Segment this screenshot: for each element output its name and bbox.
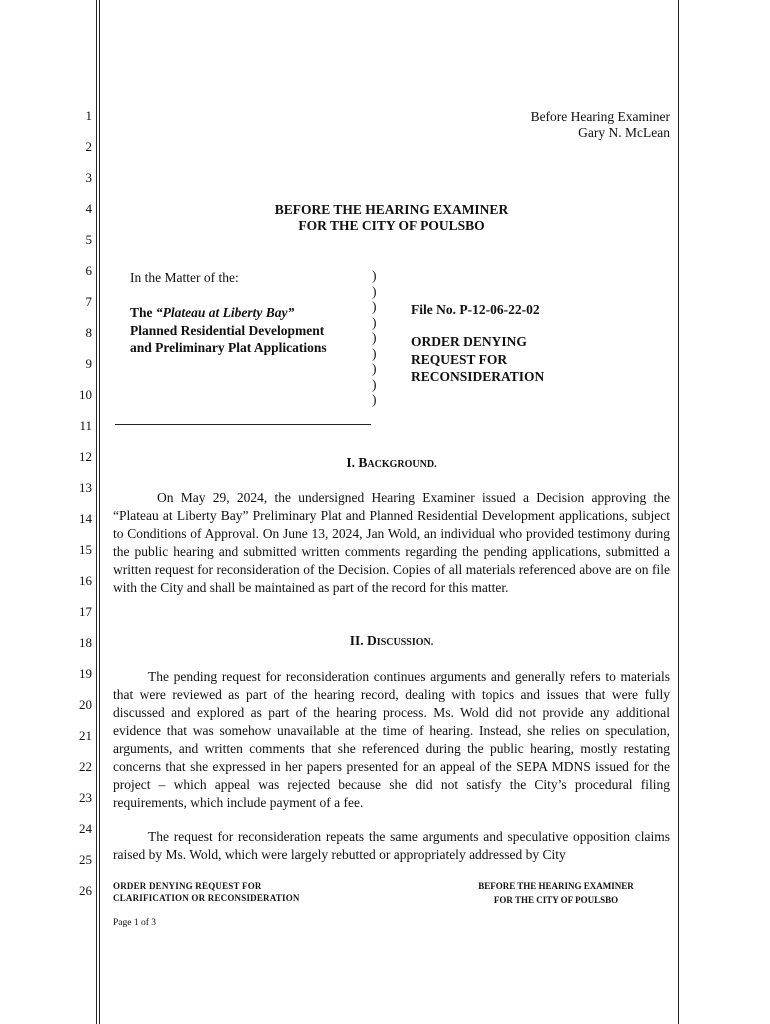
line-number: 21 [79, 728, 92, 743]
line-number: 1 [85, 108, 92, 123]
line-number: 18 [79, 635, 92, 650]
line-number: 8 [85, 325, 92, 340]
discussion-paragraph-1: The pending request for reconsideration continues arguments and generally refers to materials that were reviewed as part of the hearing record, dealing with topics and issues that were fully discussed and explored as part of the hearing process. Ms. Wold did not provide any additional evidence that was somehow unavailable at the time of hearing. Instead, she relies on speculation, arguments, and written comments that she referenced during the public hearing, mostly restating concerns that she expressed in her papers presented for an appeal of the SEPA MDNS issued for the project – which appeal was rejected because she did not satisfy the City’s procedural filing requirements, which include payment of a fee. [113, 669, 670, 810]
line-number: 3 [85, 170, 92, 185]
line-number: 11 [79, 418, 92, 433]
line-number: 5 [85, 232, 92, 247]
line-number: 6 [85, 263, 92, 278]
line-number: 24 [79, 821, 92, 836]
matter-line-3: and Preliminary Plat Applications [130, 340, 327, 355]
matter-line-2: Planned Residential Development [130, 322, 325, 338]
footer-court-line-2: FOR THE CITY OF POULSBO [493, 895, 619, 905]
line-number: 22 [79, 759, 92, 774]
line-number: 7 [85, 294, 92, 309]
section-heading-background [113, 455, 670, 473]
line-number: 14 [79, 511, 92, 526]
line-number: 23 [79, 790, 92, 805]
left-margin-rule-outer [96, 0, 97, 1024]
order-title-line-1: ORDER DENYING [411, 334, 527, 349]
line-number: 15 [79, 542, 92, 557]
title-line-1: BEFORE THE HEARING EXAMINER [274, 202, 509, 217]
right-margin-rule [678, 0, 679, 1024]
line-number: 9 [85, 356, 92, 371]
footer-title-line-1: ORDER DENYING REQUEST FOR [113, 881, 262, 891]
caption-parentheses: ) ) ) ) ) ) ) ) ) [372, 268, 377, 407]
section-heading-discussion [113, 633, 670, 651]
matter-name: “Plateau at Liberty Bay” [155, 305, 295, 320]
order-title-line-3: RECONSIDERATION [411, 369, 545, 384]
matter-the: The [130, 305, 156, 320]
background-heading-rest: ACKGROUND. [367, 459, 437, 470]
file-number: File No. P-12-06-22-02 [411, 302, 540, 317]
discussion-paragraph-2: The request for reconsideration repeats the same arguments and speculative opposition claims raised by Ms. Wold, which were largely rebutted or appropriately addressed by City [113, 829, 670, 862]
caption-underline [115, 424, 371, 425]
background-paragraph: On May 29, 2024, the undersigned Hearing Examiner issued a Decision approving the “Plateau at Liberty Bay” Preliminary Plat and Planned Residential Development applications, subject to Conditions of Approval. On June 13, 2024, Jan Wold, an individual who provided testimony during the public hearing and submitted written comments regarding the pending applications, submitted a written request for reconsideration of the Decision. Copies of all materials referenced above are on file with the City and shall be maintained as part of the record for this matter. [113, 490, 670, 595]
footer-court [470, 879, 642, 907]
examiner-header [531, 109, 670, 141]
line-number: 25 [79, 852, 92, 867]
line-number: 17 [79, 604, 92, 619]
line-number: 20 [79, 697, 92, 712]
line-number: 2 [85, 139, 92, 154]
page-number: Page 1 of 3 [113, 918, 157, 928]
line-number: 13 [79, 480, 92, 495]
document-title [113, 202, 670, 234]
examiner-name: Gary N. McLean [578, 125, 670, 140]
footer-court-line-1: BEFORE THE HEARING EXAMINER [478, 881, 634, 891]
line-number: 12 [79, 449, 92, 464]
discussion-heading-rest: ISCUSSION. [376, 637, 434, 648]
line-number: 16 [79, 573, 92, 588]
line-number: 4 [85, 201, 92, 216]
background-heading-num: I. B [346, 455, 368, 470]
matter-intro: In the Matter of the: [130, 270, 239, 285]
matter-line-1 [130, 304, 370, 322]
matter-title [130, 304, 370, 357]
line-number: 10 [79, 387, 92, 402]
left-margin-rule-inner [99, 0, 100, 1024]
title-line-2: FOR THE CITY OF POULSBO [298, 218, 485, 233]
footer-document-title [113, 880, 300, 904]
discussion-heading-num: II. D [349, 633, 377, 648]
order-title-line-2: REQUEST FOR [411, 351, 508, 367]
order-title [411, 333, 544, 386]
line-number: 19 [79, 666, 92, 681]
footer-title-line-2: CLARIFICATION OR RECONSIDERATION [113, 893, 300, 903]
line-number: 26 [79, 883, 92, 898]
examiner-label: Before Hearing Examiner [530, 109, 670, 124]
